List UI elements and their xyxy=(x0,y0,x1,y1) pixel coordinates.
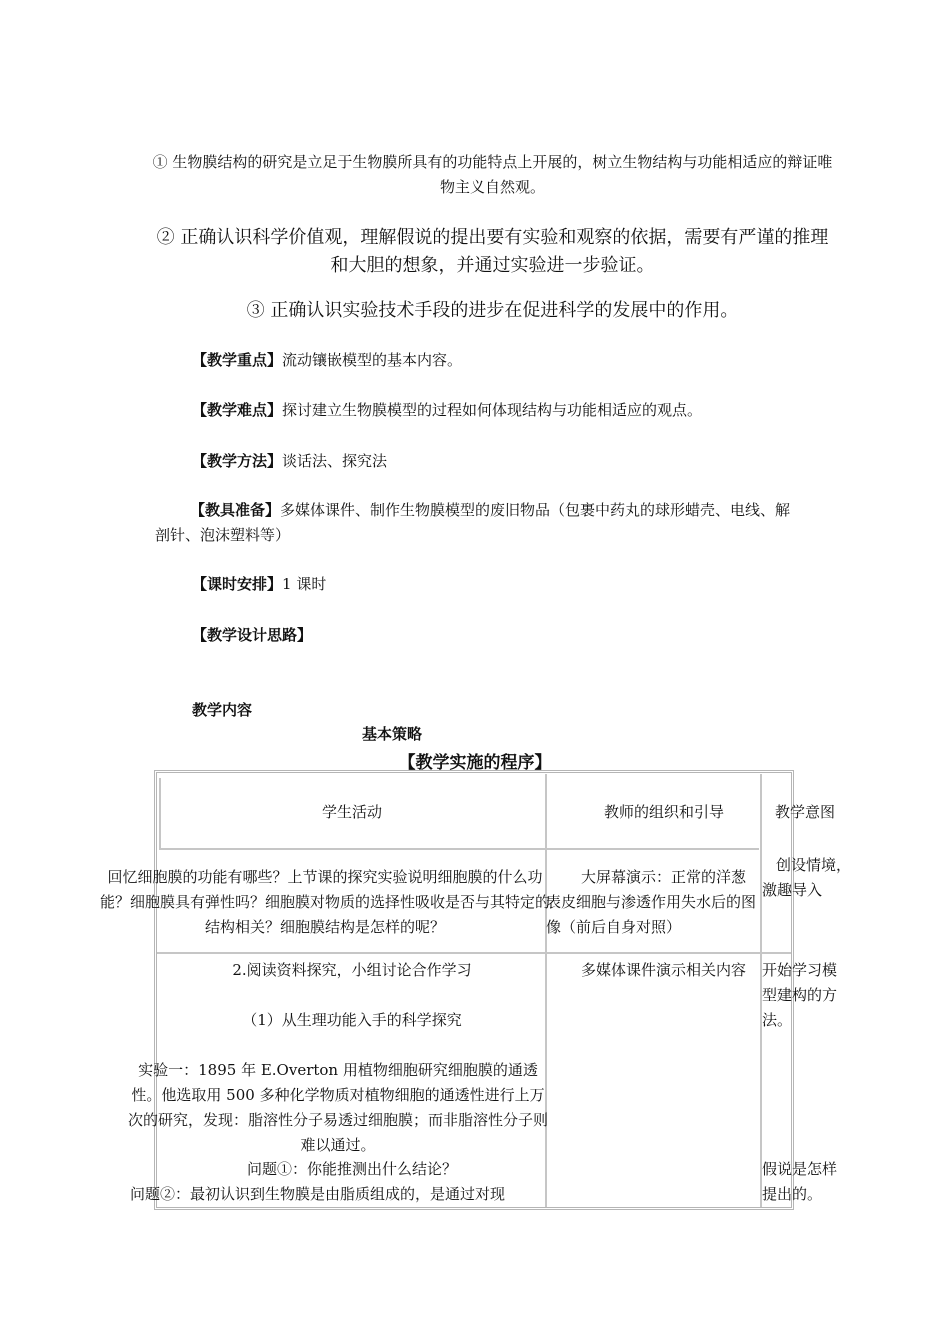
procedure-title: 【教学实施的程序】 xyxy=(398,753,552,773)
row2-question-2: 问题②：最初认识到生物膜是由脂质组成的，是通过对现 xyxy=(130,1185,506,1203)
row1-divider xyxy=(157,952,791,954)
row2-teacher-guidance: 多媒体课件演示相关内容 xyxy=(581,961,747,979)
row1-student-activity: 回忆细胞膜的功能有哪些？上节课的探究实验说明细胞膜的什么功能？细胞膜具有弹性吗？细胞膜对物质的选择性吸收是否与其特定的结构相关？细胞膜结构是怎样的呢？ xyxy=(100,868,551,936)
difficulty-section xyxy=(192,398,802,422)
schedule-section xyxy=(192,572,802,596)
difficulty-text: 探讨建立生物膜模型的过程如何体现结构与功能相适应的观点。 xyxy=(282,401,703,419)
key-point-label: 【教学重点】 xyxy=(192,351,283,369)
schedule-label: 【课时安排】 xyxy=(192,575,283,593)
header-row-divider xyxy=(159,848,759,850)
row1-teaching-intent: 创设情境，激趣导入 xyxy=(762,856,852,899)
basic-strategy-heading: 基本策略 xyxy=(362,725,423,743)
design-section xyxy=(192,623,802,647)
header-teaching-intent: 教学意图 xyxy=(775,803,836,821)
teaching-content-heading: 教学内容 xyxy=(192,701,253,719)
row2-teaching-intent-a: 开始学习模型建构的方法。 xyxy=(762,961,838,1029)
row2-experiment-text: 实验一：1895 年 E.Overton 用植物细胞研究细胞膜的通透性。他选取用 500 多种化学物质对植物细胞的通透性进行上万次的研究，发现：脂溶性分子易透过细胞膜；而非脂溶性分子则难以通过。 xyxy=(128,1061,549,1154)
schedule-text: 1 课时 xyxy=(282,575,327,593)
difficulty-label: 【教学难点】 xyxy=(192,401,283,419)
key-point-section xyxy=(192,348,802,372)
row1-teacher-guidance: 大屏幕演示：正常的洋葱表皮细胞与渗透作用失水后的图像（前后自身对照） xyxy=(546,868,757,936)
row2-question-1: 问题①：你能推测出什么结论？ xyxy=(246,1160,457,1178)
tools-section xyxy=(155,498,805,548)
method-label: 【教学方法】 xyxy=(192,452,283,470)
row2-heading: 2.阅读资料探究，小组讨论合作学习 xyxy=(232,961,472,979)
tools-text: 多媒体课件、制作生物膜模型的废旧物品（包裹中药丸的球形蜡壳、电线、解剖针、泡沫塑料等） xyxy=(155,501,791,544)
method-section xyxy=(192,449,802,473)
row2-teaching-intent-b: 假说是怎样提出的。 xyxy=(762,1160,838,1203)
key-point-text: 流动镶嵌模型的基本内容。 xyxy=(282,351,463,369)
header-teacher-guidance: 教师的组织和引导 xyxy=(604,803,725,821)
header-student-activity: 学生活动 xyxy=(321,803,382,821)
design-label: 【教学设计思路】 xyxy=(192,626,313,644)
objective-2: ② 正确认识科学价值观，理解假说的提出要有实验和观察的依据，需要有严谨的推理和大胆的想象，并通过实验进一步验证。 xyxy=(156,227,829,276)
objective-3: ③ 正确认识实验技术手段的进步在促进科学的发展中的作用。 xyxy=(246,300,739,321)
method-text: 谈话法、探究法 xyxy=(282,452,388,470)
objective-1: ① 生物膜结构的研究是立足于生物膜所具有的功能特点上开展的，树立生物结构与功能相适应的辩证唯物主义自然观。 xyxy=(152,153,833,196)
row2-subheading: （1）从生理功能入手的科学探究 xyxy=(242,1011,462,1029)
tools-label: 【教具准备】 xyxy=(190,501,281,519)
